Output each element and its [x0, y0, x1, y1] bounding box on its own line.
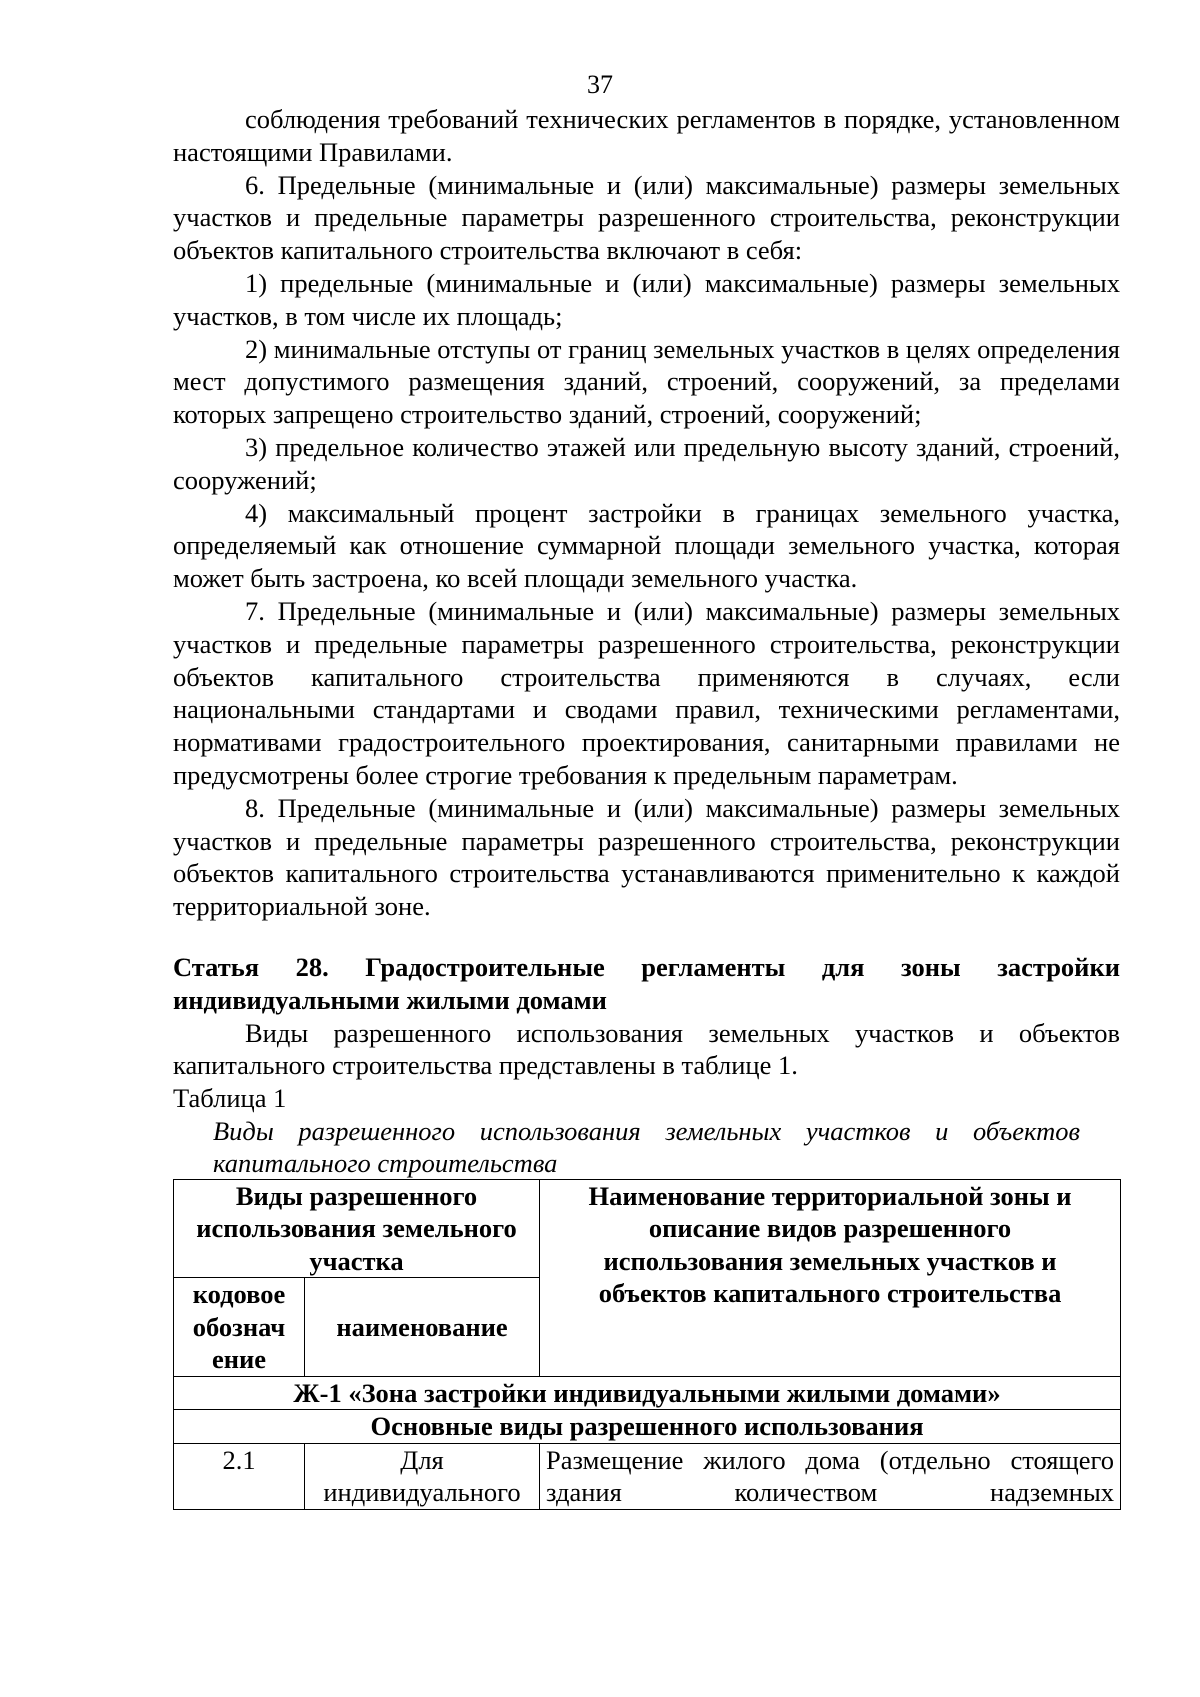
section-row: [174, 1410, 1121, 1444]
list-item: 1) предельные (минимальные и (или) максимальные) размеры земельных участков, в том числе их площадь;: [173, 267, 1120, 331]
table-label: Таблица 1: [173, 1083, 287, 1114]
header-code-cell: кодовое обознач ение: [174, 1278, 305, 1377]
description-cell: Размещение жилого дома (отдельно стоящего здания количеством надземных: [540, 1443, 1121, 1509]
table-header-row: [174, 1179, 1121, 1278]
article-heading: Статья 28. Градостроительные регламенты для зоны застройки индивидуальными жилыми домами: [173, 951, 1120, 1015]
table-row: [174, 1443, 1121, 1509]
zone-cell: Ж-1 «Зона застройки индивидуальными жилыми домами»: [174, 1376, 1121, 1410]
header-name-cell: наименование: [305, 1278, 540, 1377]
paragraph: соблюдения требований технических регламентов в порядке, установленном настоящими Правилами.: [173, 104, 1120, 167]
document-body: [173, 103, 1120, 1510]
header-description-cell: Наименование территориальной зоны и описание видов разрешенного использования земельных участков и объектов капитального строительства: [540, 1179, 1121, 1376]
header-group-cell: Виды разрешенного использования земельного участка: [174, 1179, 540, 1278]
name-cell: Для индивидуального: [305, 1443, 540, 1509]
section-cell: Основные виды разрешенного использования: [174, 1410, 1121, 1444]
code-cell: 2.1: [174, 1443, 305, 1509]
paragraph: 6. Предельные (минимальные и (или) максимальные) размеры земельных участков и предельные параметры разрешенного строительства, реконструкции объектов капитального строительства включают в себя:: [173, 169, 1120, 266]
table-caption: Виды разрешенного использования земельных участков и объектов капитального строительства: [213, 1115, 1080, 1178]
list-item: 2) минимальные отступы от границ земельных участков в целях определения мест допустимого размещения зданий, строений, сооружений, за пределами которых запрещено строительство зданий, строений, сооружений;: [173, 333, 1120, 430]
zone-row: [174, 1376, 1121, 1410]
paragraph: 8. Предельные (минимальные и (или) максимальные) размеры земельных участков и предельные параметры разрешенного строительства, реконструкции объектов капитального строительства устанавливаются применительно к каждой территориальной зоне.: [173, 792, 1120, 922]
page-number: 37: [587, 70, 613, 99]
list-item: 4) максимальный процент застройки в границах земельного участка, определяемый как отношение суммарной площади земельного участка, которая может быть застроена, ко всей площади земельного участка.: [173, 497, 1120, 594]
paragraph: 7. Предельные (минимальные и (или) максимальные) размеры земельных участков и предельные параметры разрешенного строительства, реконструкции объектов капитального строительства применяются в случаях, если национальными стандартами и сводами правил, техническими регламентами, нормативами градостроительного проектирования, санитарными правилами не предусмотрены более строгие требования к предельным параметрам.: [173, 595, 1120, 790]
permitted-use-table: [173, 1179, 1121, 1510]
article-intro: Виды разрешенного использования земельных участков и объектов капитального строительства представлены в таблице 1.: [173, 1017, 1120, 1081]
list-item: 3) предельное количество этажей или предельную высоту зданий, строений, сооружений;: [173, 431, 1120, 495]
